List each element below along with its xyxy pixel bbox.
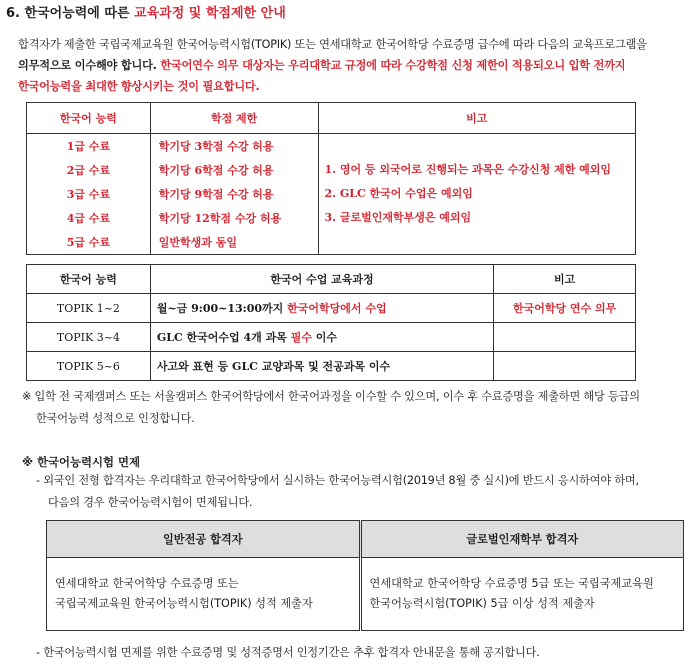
exemption-desc-line-1: - 외국인 전형 합격자는 우리대학교 한국어학당에서 실시하는 한국어능력시험(2019년 8월 중 실시)에 반드시 응시하여야 하며, [36, 474, 639, 487]
course-row-remark: 한국어학당 연수 의무 [494, 294, 636, 323]
course-row-level: TOPIK 5~6 [27, 352, 151, 381]
campus-note-line-2: 한국어능력 성적으로 인정합니다. [36, 412, 195, 425]
credit-note-2: 2. GLC 한국어 수업은 예외임 [324, 187, 473, 200]
credit-table-notes [318, 134, 635, 255]
exemption-header-global: 글로벌인재학부 합격자 [360, 521, 684, 558]
intro-paragraph [18, 34, 690, 97]
exemption-cell-general: 연세대학교 한국어학당 수료증명 또는 국립국제교육원 한국어능력시험(TOPIK) 성적 제출자 [47, 558, 361, 631]
section-title-prefix: 6. 한국어능력에 따른 [6, 6, 135, 21]
intro-line-2-red: 한국어연수 의무 대상자는 우리대학교 규정에 따라 수강학점 신청 제한이 적용되오니 입학 전까지 [156, 59, 626, 72]
campus-note [22, 386, 690, 430]
exemption-footnote: - 한국어능력시험 면제를 위한 수료증명 및 성적증명서 인정기간은 추후 합격자 안내문을 통해 공지합니다. [36, 646, 540, 659]
exemption-header-general: 일반전공 합격자 [47, 521, 361, 558]
section-title [6, 5, 286, 23]
course-table-header-course: 한국어 수업 교육과정 [150, 265, 493, 294]
credit-row-level: 2급 수료 [27, 158, 151, 182]
credit-note-3: 3. 글로벌인재학부생은 예외임 [324, 211, 472, 224]
credit-row-limit: 학기당 12학점 수강 허용 [150, 206, 318, 230]
credit-limit-table [26, 102, 636, 255]
credit-note-1: 1. 영어 등 외국어로 진행되는 과목은 수강신청 제한 예외임 [324, 163, 612, 176]
section-title-highlight: 교육과정 및 학점제한 안내 [134, 6, 286, 21]
credit-table-header-remark: 비고 [318, 103, 635, 134]
credit-row-level: 1급 수료 [27, 134, 151, 159]
credit-row-limit: 학기당 9학점 수강 허용 [150, 182, 318, 206]
credit-table-header-limit: 학점 제한 [150, 103, 318, 134]
credit-row-level: 3급 수료 [27, 182, 151, 206]
credit-row-level: 4급 수료 [27, 206, 151, 230]
credit-row-limit: 학기당 3학점 수강 허용 [150, 134, 318, 159]
exemption-cell-global: 연세대학교 한국어학당 수료증명 5급 또는 국립국제교육원 한국어능력시험(TOPIK) 5급 이상 성적 제출자 [360, 558, 684, 631]
course-row-course: 사고와 표현 등 GLC 교양과목 및 전공과목 이수 [150, 352, 493, 381]
course-row-level: TOPIK 3~4 [27, 323, 151, 352]
credit-table-header-level: 한국어 능력 [27, 103, 151, 134]
course-table-header-remark: 비고 [494, 265, 636, 294]
course-row-course: 월~금 9:00~13:00까지 한국어학당에서 수업 [150, 294, 493, 323]
intro-line-1: 합격자가 제출한 국립국제교육원 한국어능력시험(TOPIK) 또는 연세대학교 한국어학당 수료증명 급수에 따라 다음의 교육프로그램을 [18, 38, 647, 51]
credit-row-limit: 학기당 6학점 수강 허용 [150, 158, 318, 182]
course-row-course: GLC 한국어수업 4개 과목 필수 이수 [150, 323, 493, 352]
credit-row-limit: 일반학생과 동일 [150, 230, 318, 255]
campus-note-line-1: ※ 입학 전 국제캠퍼스 또는 서울캠퍼스 한국어학당에서 한국어과정을 이수할 수 있으며, 이수 후 수료증명을 제출하면 해당 등급의 [22, 390, 640, 403]
course-table [26, 264, 636, 381]
exemption-title: ※ 한국어능력시험 면제 [22, 455, 141, 469]
exemption-desc-line-2: 다음의 경우 한국어능력시험이 면제됩니다. [48, 496, 253, 509]
intro-line-3-red: 한국어능력을 최대한 향상시키는 것이 필요합니다. [18, 80, 260, 93]
exemption-table [46, 520, 684, 631]
course-table-header-level: 한국어 능력 [27, 265, 151, 294]
intro-line-2-bold: 의무적으로 이수해야 합니다. [18, 59, 157, 72]
credit-row-level: 5급 수료 [27, 230, 151, 255]
exemption-description [36, 470, 690, 514]
course-row-remark [494, 352, 636, 381]
course-row-level: TOPIK 1~2 [27, 294, 151, 323]
course-row-remark [494, 323, 636, 352]
